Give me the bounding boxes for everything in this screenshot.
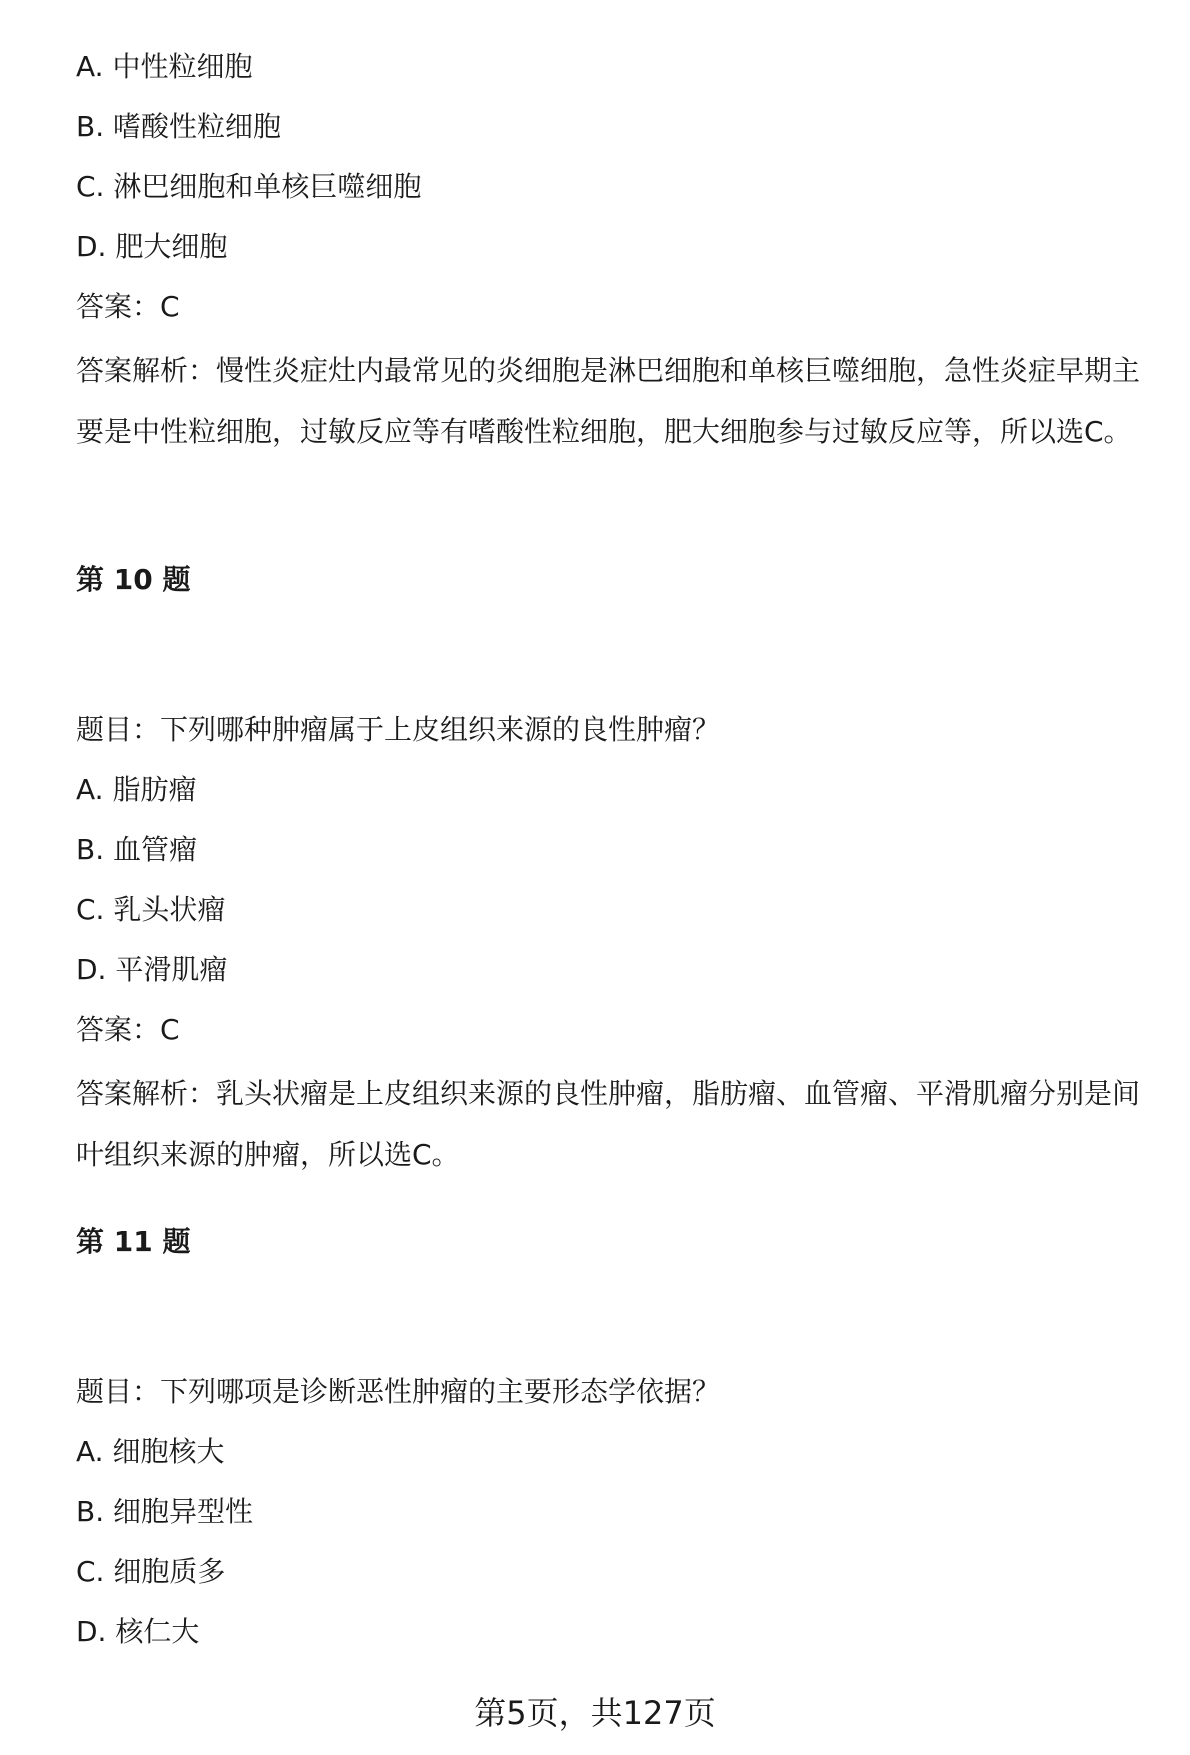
q9-option-c: C. 淋巴细胞和单核巨噬细胞	[76, 170, 422, 203]
q10-question: 题目：下列哪种肿瘤属于上皮组织来源的良性肿瘤？	[76, 713, 721, 746]
q11-option-a: A. 细胞核大	[76, 1435, 225, 1468]
q10-option-b: B. 血管瘤	[76, 833, 198, 866]
q9-option-a: A. 中性粒细胞	[76, 50, 253, 83]
q11-question: 题目：下列哪项是诊断恶性肿瘤的主要形态学依据？	[76, 1375, 721, 1408]
page-number: 第5页，共127页	[474, 1694, 716, 1732]
q10-option-d: D. 平滑肌瘤	[76, 953, 228, 986]
q10-explanation: 答案解析：乳头状瘤是上皮组织来源的良性肿瘤，脂肪瘤、血管瘤、平滑肌瘤分别是间叶组织来源的肿瘤，所以选C。	[76, 1077, 1141, 1171]
q11-option-c: C. 细胞质多	[76, 1555, 226, 1588]
q10-answer: 答案：C	[76, 1013, 180, 1046]
q11-option-b: B. 细胞异型性	[76, 1495, 254, 1528]
q10-option-a: A. 脂肪瘤	[76, 773, 197, 806]
q11-option-d: D. 核仁大	[76, 1615, 200, 1648]
q9-answer: 答案：C	[76, 290, 180, 323]
q9-option-d: D. 肥大细胞	[76, 230, 228, 263]
q10-option-c: C. 乳头状瘤	[76, 893, 226, 926]
q11-heading: 第 11 题	[76, 1225, 191, 1258]
q9-explanation: 答案解析：慢性炎症灶内最常见的炎细胞是淋巴细胞和单核巨噬细胞，急性炎症早期主要是中性粒细胞，过敏反应等有嗜酸性粒细胞，肥大细胞参与过敏反应等，所以选C。	[76, 354, 1141, 448]
q10-heading: 第 10 题	[76, 563, 191, 596]
q9-option-b: B. 嗜酸性粒细胞	[76, 110, 282, 143]
